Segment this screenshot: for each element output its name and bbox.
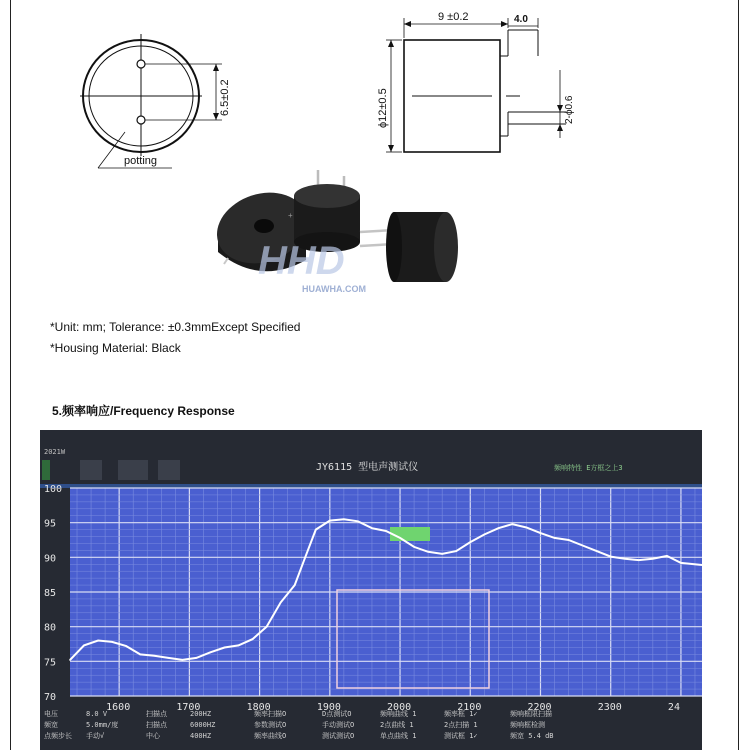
buzzer-right <box>360 212 458 282</box>
parameter-cell: 频宽 <box>44 721 58 729</box>
x-tick-label: 1900 <box>316 702 341 713</box>
watermark-text: HUAWHA.COM <box>302 284 366 294</box>
potting-label: potting <box>124 155 158 167</box>
parameter-cell: 频率框 1✓ <box>444 710 478 718</box>
top-right-label: 频响特性 E方框之上3 <box>554 464 623 472</box>
parameter-cell: 2点曲线 1 <box>380 721 414 729</box>
parameter-cell: 200HZ <box>190 710 212 718</box>
parameter-cell: 测试测试O <box>322 732 355 740</box>
pin-length-dimension: 4.0 <box>514 14 528 25</box>
y-tick-label: 75 <box>44 657 57 669</box>
section-title: 5.频率响应/Frequency Response <box>52 404 235 418</box>
parameter-cell: 2点扫描 1 <box>444 721 478 729</box>
parameter-cell: 频响曲线 1 <box>380 710 417 718</box>
parameter-cell: 6000HZ <box>190 721 216 729</box>
x-tick-label: 2200 <box>527 702 552 713</box>
pin-diameter-dimension: 2-ϕ0.6 <box>564 95 575 124</box>
top-left-label: 2021W <box>44 448 66 456</box>
instrument-screen <box>40 430 702 750</box>
parameter-cell: 点频步长 <box>44 732 72 740</box>
housing-note: *Housing Material: Black <box>50 341 181 355</box>
x-tick-label: 1600 <box>106 702 131 713</box>
parameter-cell: 频率扫描O <box>254 710 287 718</box>
y-tick-label: 95 <box>44 518 57 530</box>
product-photo <box>210 168 470 300</box>
x-tick-label: 24 <box>667 702 680 713</box>
parameter-cell: 频率曲线O <box>254 732 287 740</box>
parameter-cell: 手动√ <box>86 732 105 740</box>
parameter-cell: 测试框 1✓ <box>444 732 478 740</box>
parameter-cell: 参数测试O <box>254 721 287 729</box>
dimension-drawings <box>0 0 750 170</box>
length-dimension: 9 ±0.2 <box>438 11 469 23</box>
parameter-cell: 频响框检测 <box>510 721 545 729</box>
side-view <box>386 18 566 152</box>
front-view <box>80 34 222 168</box>
instrument-title: JY6115 型电声测试仪 <box>316 462 419 473</box>
svg-text:+: + <box>288 211 293 220</box>
watermark-logo: HHD <box>258 239 345 283</box>
parameter-cell: D点测试O <box>322 710 352 718</box>
green-marker <box>390 527 430 541</box>
y-tick-label: 70 <box>44 692 57 703</box>
parameter-cell: 400HZ <box>190 732 212 740</box>
y-tick-label: 90 <box>44 553 57 565</box>
parameter-cell: 扫描点 <box>146 721 167 729</box>
parameter-cell: 频响框限扫描 <box>510 710 552 718</box>
parameter-cell: 中心 <box>146 732 160 740</box>
x-tick-label: 2100 <box>457 702 482 713</box>
parameter-cell: 8.0 V <box>86 710 108 718</box>
unit-note: *Unit: mm; Tolerance: ±0.3mmExcept Specified <box>50 320 301 334</box>
diameter-dimension: ϕ12±0.5 <box>377 88 389 128</box>
frequency-response-chart <box>40 430 702 750</box>
y-tick-label: 80 <box>44 622 57 634</box>
x-tick-label: 1800 <box>246 702 271 713</box>
x-tick-label: 2000 <box>387 702 412 713</box>
pin-spacing-dimension: 6.5±0.2 <box>219 79 231 116</box>
y-tick-label: 85 <box>44 588 57 599</box>
y-tick-label: 100 <box>44 484 63 495</box>
parameter-cell: 5.0mm/度 <box>86 721 119 729</box>
parameter-cell: 电压 <box>44 710 58 718</box>
x-tick-label: 1700 <box>176 702 201 713</box>
parameter-cell: 单点曲线 1 <box>380 732 417 740</box>
x-tick-label: 2300 <box>597 702 622 713</box>
parameter-cell: 扫描点 <box>146 710 167 718</box>
parameter-cell: 频宽 5.4 dB <box>510 732 554 740</box>
parameter-cell: 手动测试O <box>322 721 355 729</box>
